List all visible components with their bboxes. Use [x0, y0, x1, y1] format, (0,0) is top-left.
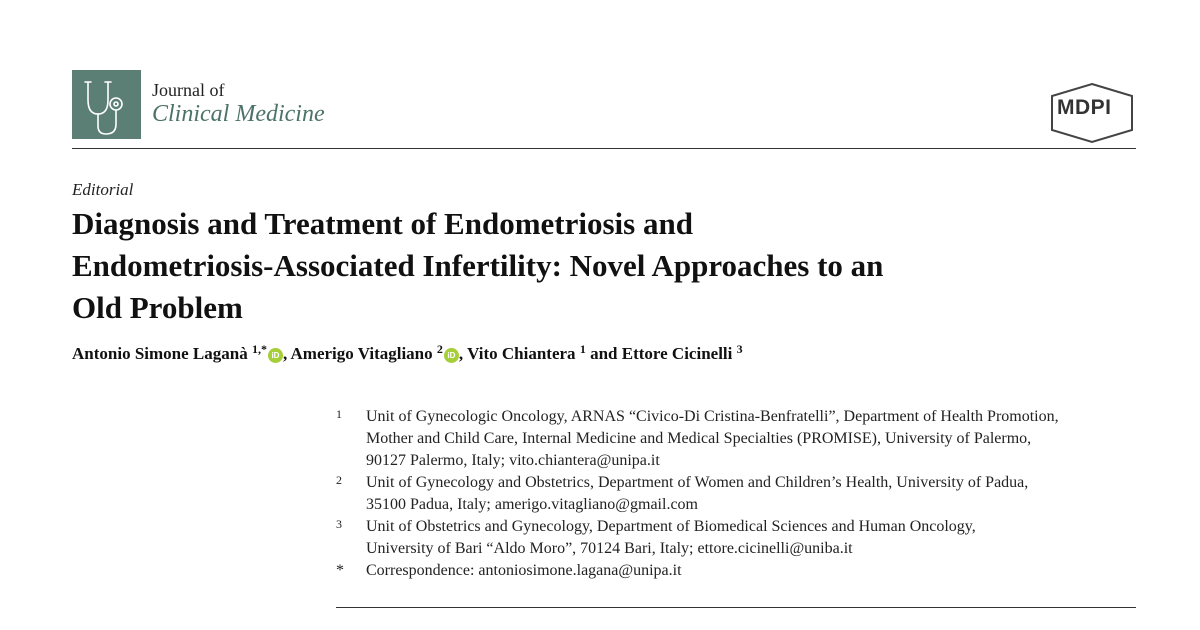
affiliation-item: [336, 516, 1156, 560]
author-affiliation-marker: 1,*: [251, 342, 267, 356]
orcid-icon[interactable]: iD: [268, 348, 283, 363]
author-separator: ,: [282, 344, 291, 363]
title-line: Endometriosis-Associated Infertility: Novel Approaches to an: [72, 248, 884, 283]
article-type: Editorial: [72, 180, 134, 199]
author-separator: ,: [458, 344, 468, 363]
article-title: [72, 203, 1172, 329]
affiliation-line: Mother and Child Care, Internal Medicine and Medical Specialties (PROMISE), University of Palermo,: [366, 430, 1032, 447]
footer-divider: [336, 607, 1136, 608]
author-name: Antonio Simone Laganà: [72, 344, 248, 363]
affiliation-marker: 1: [336, 407, 342, 421]
journal-name: Clinical Medicine: [152, 101, 325, 127]
affiliation-marker: 3: [336, 517, 342, 531]
journal-logo: [72, 70, 141, 139]
author-name: Vito Chiantera: [467, 344, 576, 363]
author-list: [72, 344, 743, 364]
author-name: Amerigo Vitagliano: [290, 344, 433, 363]
affiliation-line: Unit of Gynecology and Obstetrics, Department of Women and Children’s Health, University of Padua,: [366, 474, 1029, 491]
affiliation-line: Unit of Gynecologic Oncology, ARNAS “Civico-Di Cristina-Benfratelli”, Department of Health Promotion,: [366, 408, 1059, 425]
author-affiliation-marker: 3: [736, 342, 743, 356]
author-name: Ettore Cicinelli: [621, 344, 733, 363]
affiliation-line: 90127 Palermo, Italy; vito.chiantera@unipa.it: [366, 452, 660, 469]
correspondence-marker: *: [336, 562, 344, 579]
stethoscope-icon: [72, 70, 141, 139]
affiliation-line: 35100 Padua, Italy; amerigo.vitagliano@gmail.com: [366, 496, 698, 513]
header-divider: [72, 148, 1136, 149]
title-line: Diagnosis and Treatment of Endometriosis and: [72, 206, 693, 241]
affiliation-line: Unit of Obstetrics and Gynecology, Department of Biomedical Sciences and Human Oncology,: [366, 518, 976, 535]
author-separator: and: [585, 344, 622, 363]
correspondence-item: [336, 560, 1156, 582]
journal-prefix: Journal of: [152, 80, 225, 100]
orcid-icon[interactable]: iD: [444, 348, 459, 363]
author-affiliation-marker: 2: [436, 342, 443, 356]
correspondence-line: Correspondence: antoniosimone.lagana@unipa.it: [366, 562, 682, 579]
author-affiliation-marker: 1: [579, 342, 586, 356]
publisher-name: MDPI: [1057, 96, 1112, 119]
affiliation-marker: 2: [336, 473, 342, 487]
affiliation-item: [336, 472, 1156, 516]
affiliation-line: University of Bari “Aldo Moro”, 70124 Bari, Italy; ettore.cicinelli@uniba.it: [366, 540, 853, 557]
affiliation-list: [336, 406, 1156, 582]
title-line: Old Problem: [72, 290, 243, 325]
affiliation-item: [336, 406, 1156, 472]
